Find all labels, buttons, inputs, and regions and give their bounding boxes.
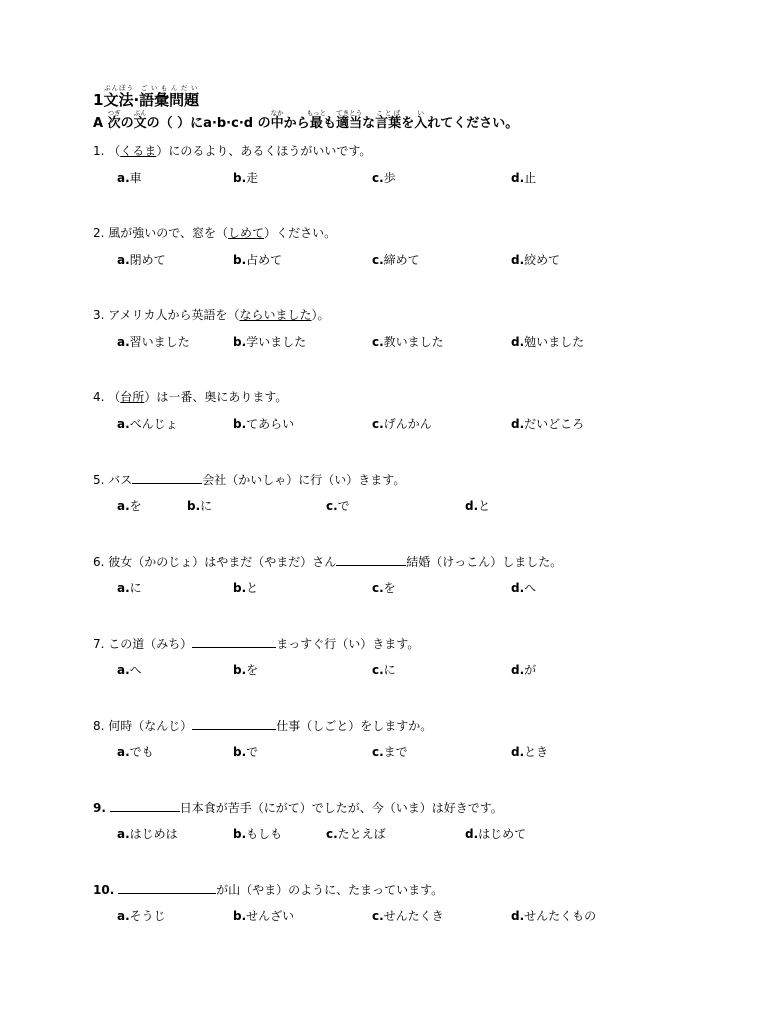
- question-1-text: 1. （くるま）にのるより、あるくほうがいいです。: [93, 144, 372, 158]
- q3-option-b[interactable]: b.学いました: [233, 335, 307, 349]
- question-6-text: 6. 彼女（かのじょ）はやまだ（やまだ）さん 結婚（けっこん）しました。: [93, 555, 563, 569]
- q2-option-a[interactable]: a.閉めて: [117, 253, 166, 267]
- q4-option-b[interactable]: b.てあらい: [233, 417, 295, 431]
- q9-option-d[interactable]: d.はじめて: [465, 827, 527, 841]
- question-10-blank: [118, 881, 216, 894]
- q5-option-c[interactable]: c.で: [326, 499, 350, 513]
- question-3-text: 3. アメリカ人から英語を（ならいました）。: [93, 308, 330, 322]
- q10-option-a[interactable]: a.そうじ: [117, 909, 166, 923]
- question-3-target: ならいました: [239, 308, 312, 322]
- instruction-text: A 次つぎの文ぶんの（ ）にa·b·c·d の中なかから最もっとも適当てきとうな言葉ことばを入いれてください。: [93, 109, 519, 131]
- q2-option-d[interactable]: d.絞めて: [511, 253, 561, 267]
- title-word-goimondai: 語彙問題ごいもんだい: [139, 84, 200, 109]
- q6-option-c[interactable]: c.を: [372, 581, 396, 595]
- q9-option-a[interactable]: a.はじめは: [117, 827, 178, 841]
- q4-option-a[interactable]: a.べんじょ: [117, 417, 178, 431]
- q1-option-a[interactable]: a.車: [117, 171, 142, 185]
- question-4-text: 4. （台所）は一番、奥にあります。: [93, 390, 288, 404]
- question-9-blank: [110, 799, 180, 812]
- q7-option-d[interactable]: d.が: [511, 663, 537, 677]
- q2-option-c[interactable]: c.締めて: [372, 253, 420, 267]
- question-9-text: 9. 日本食が苦手（にがて）でしたが、今（いま）は好きです。: [93, 801, 503, 815]
- q1-option-c[interactable]: c.歩: [372, 171, 396, 185]
- q7-option-c[interactable]: c.に: [372, 663, 396, 677]
- question-1-target: くるま: [120, 144, 157, 158]
- question-10-text: 10. が山（やま）のように、たまっています。: [93, 883, 444, 897]
- q5-option-d[interactable]: d.と: [465, 499, 491, 513]
- question-8-blank: [192, 717, 276, 730]
- question-2-target: しめて: [228, 226, 265, 240]
- q5-option-b[interactable]: b.に: [187, 499, 213, 513]
- q7-option-b[interactable]: b.を: [233, 663, 259, 677]
- q9-option-b[interactable]: b.もしも: [233, 827, 283, 841]
- q6-option-d[interactable]: d.へ: [511, 581, 537, 595]
- q8-option-b[interactable]: b.で: [233, 745, 259, 759]
- title-separator: ·: [133, 91, 140, 109]
- question-7-blank: [192, 635, 276, 648]
- q10-option-d[interactable]: d.せんたくもの: [511, 909, 597, 923]
- question-6-blank: [336, 553, 406, 566]
- q9-option-c[interactable]: c.たとえば: [326, 827, 386, 841]
- q6-option-b[interactable]: b.と: [233, 581, 259, 595]
- title-word-bunpou: 文法ぶんぽう: [103, 84, 134, 109]
- question-7-text: 7. この道（みち） まっすぐ行（い）きます。: [93, 637, 420, 651]
- q1-option-b[interactable]: b.走: [233, 171, 259, 185]
- question-8-text: 8. 何時（なんじ） 仕事（しごと）をしますか。: [93, 719, 433, 733]
- q2-option-b[interactable]: b.占めて: [233, 253, 283, 267]
- q10-option-b[interactable]: b.せんざい: [233, 909, 295, 923]
- q3-option-c[interactable]: c.教いました: [372, 335, 444, 349]
- question-5-text: 5. バス 会社（かいしゃ）に行（い）きます。: [93, 473, 406, 487]
- q8-option-a[interactable]: a.でも: [117, 745, 154, 759]
- q3-option-a[interactable]: a.習いました: [117, 335, 190, 349]
- question-4-target: 台所: [120, 390, 145, 404]
- question-2-text: 2. 風が強いので、窓を（しめて）ください。: [93, 226, 337, 240]
- question-5-blank: [132, 471, 202, 484]
- q4-option-d[interactable]: d.だいどころ: [511, 417, 585, 431]
- q1-option-d[interactable]: d.止: [511, 171, 537, 185]
- q8-option-c[interactable]: c.まで: [372, 745, 408, 759]
- q3-option-d[interactable]: d.勉いました: [511, 335, 585, 349]
- page-title: [93, 84, 199, 110]
- q4-option-c[interactable]: c.げんかん: [372, 417, 432, 431]
- q10-option-c[interactable]: c.せんたくき: [372, 909, 444, 923]
- q5-option-a[interactable]: a.を: [117, 499, 142, 513]
- title-number: 1: [93, 91, 104, 109]
- q6-option-a[interactable]: a.に: [117, 581, 142, 595]
- q8-option-d[interactable]: d.とき: [511, 745, 549, 759]
- q7-option-a[interactable]: a.へ: [117, 663, 142, 677]
